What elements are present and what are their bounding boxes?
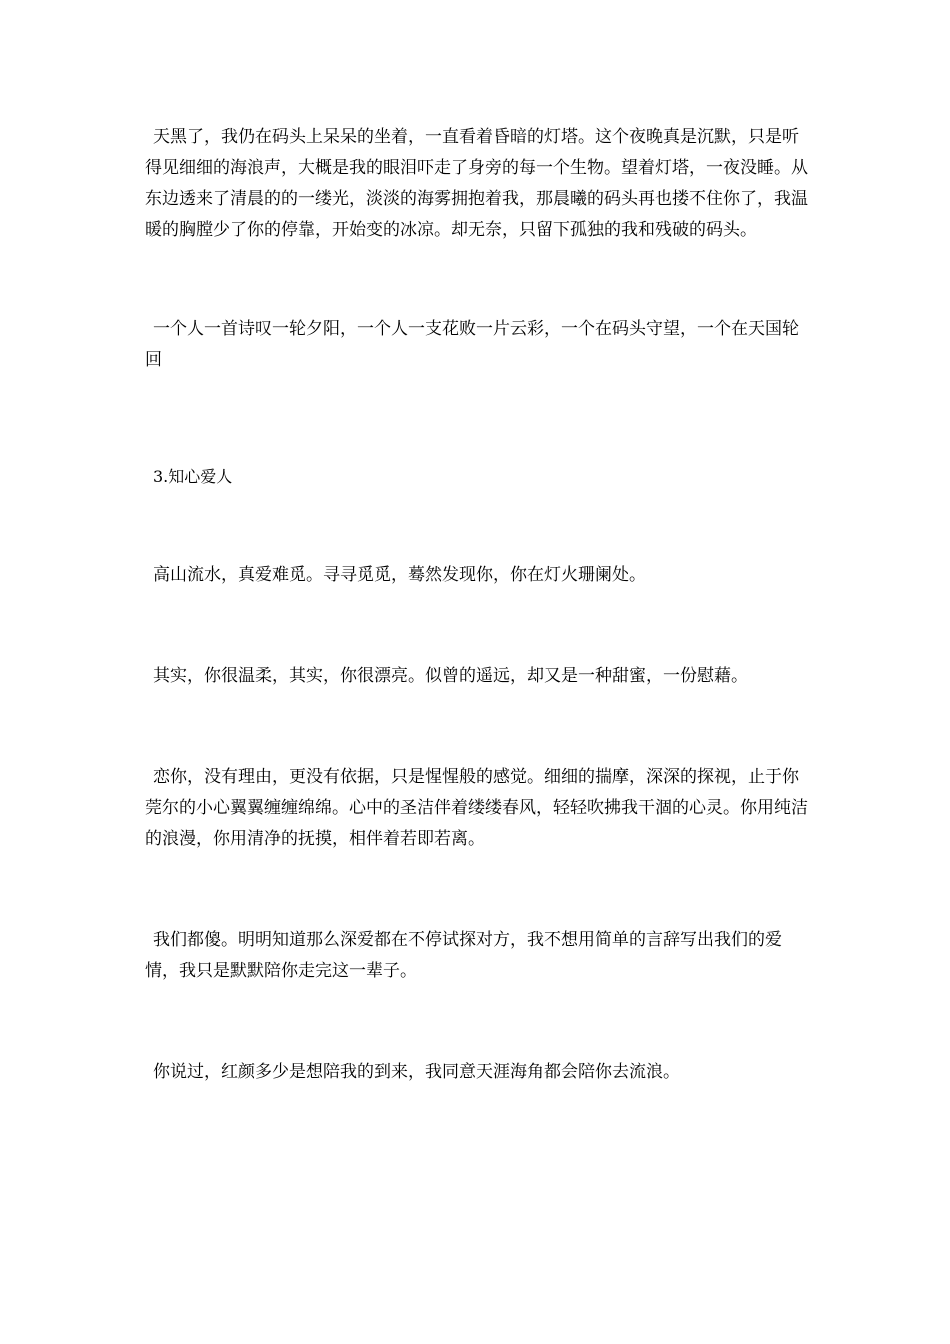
paragraph-gentle: 其实，你很温柔，其实，你很漂亮。似曾的遥远，却又是一种甜蜜，一份慰藉。 (153, 666, 748, 686)
paragraph-we-are-silly: 我们都傻。明明知道那么深爱都在不停试探对方，我不想用简单的言辞写出我们的爱情，我只是默默陪你走完这一辈子。 (145, 930, 782, 981)
paragraph-you-said: 你说过，红颜多少是想陪我的到来，我同意天涯海角都会陪你去流浪。 (153, 1062, 680, 1082)
paragraph-lighthouse-night: 天黑了，我仍在码头上呆呆的坐着，一直看着昏暗的灯塔。这个夜晚真是沉默，只是听得见细细的海浪声，大概是我的眼泪吓走了身旁的每一个生物。望着灯塔，一夜没睡。从东边透来了清晨的的一缕光，淡淡的海雾拥抱着我，那晨曦的码头再也搂不住你了，我温暖的胸膛少了你的停靠，开始变的冰凉。却无奈，只留下孤独的我和残破的码头。 (145, 127, 808, 240)
document-body (145, 122, 815, 1088)
paragraph-high-mountain: 高山流水，真爱难觅。寻寻觅觅，蓦然发现你，你在灯火珊阑处。 (153, 565, 646, 585)
paragraph-poem-line: 一个人一首诗叹一轮夕阳，一个人一支花败一片云彩，一个在码头守望，一个在天国轮回 (145, 319, 799, 370)
paragraph-love-you: 恋你，没有理由，更没有依据，只是惺惺般的感觉。细细的揣摩，深深的探视，止于你莞尔的小心翼翼缠缠绵绵。心中的圣洁伴着缕缕春风，轻轻吹拂我干涸的心灵。你用纯洁的浪漫，你用清净的抚摸，相伴着若即若离。 (145, 767, 808, 849)
section-heading: 3.知心爱人 (153, 467, 233, 486)
